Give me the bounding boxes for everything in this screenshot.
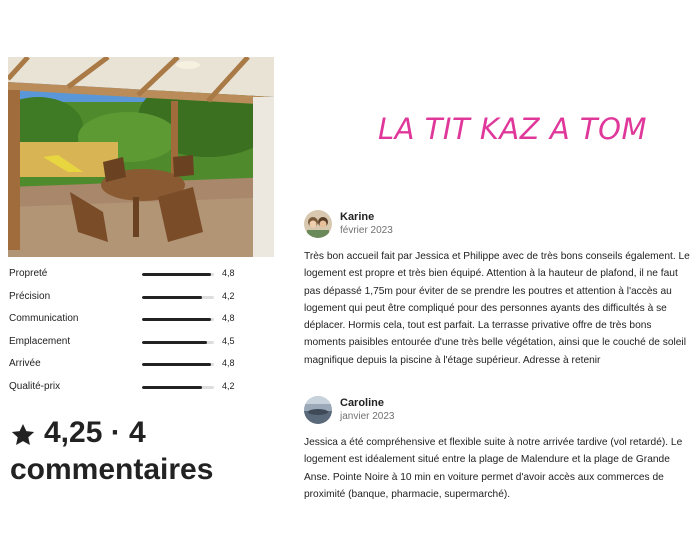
rating-row-emplacement: [9, 331, 239, 354]
reviewer-name: Caroline: [340, 397, 385, 409]
rating-bar: [142, 363, 214, 366]
review-date: janvier 2023: [340, 411, 395, 422]
review-date: février 2023: [340, 225, 393, 236]
rating-bar: [142, 386, 214, 389]
rating-label: Communication: [9, 313, 79, 325]
star-icon: [10, 420, 36, 446]
rating-bar: [142, 341, 214, 344]
rating-label: Qualité-prix: [9, 380, 61, 392]
rating-value: 4,8: [222, 358, 235, 369]
review-text: Très bon accueil fait par Jessica et Philippe avec de très bons conseils également. Le logement est propre et très bien équipé. Attention à la hauteur de plafond, il ne faut pas dépassé 1,75m pour éviter de se prendre les poutres et attention à l'accès au logement qui peut être compliqué pour des personnes ayants des difficultés à se déplacer. Hormis cela, tout est parfait. La terrasse privative offre de très bons moments paisibles entourée d'une très belle végétation, ainsi que le couché de soleil magnifique depuis la piscine à l'étage supérieur. Adresse à retenir: [304, 251, 690, 366]
review-text: Jessica a été compréhensive et flexible suite à notre arrivée tardive (vol retardé). Le logement est idéalement situé entre la plage de Malendure et la plage de Grande Anse. Pointe Noire à 10 min en voiture permet d'avoir accès aux commerces de proximité (banque, pharmacie, supermarché).: [304, 437, 683, 500]
rating-summary: [10, 414, 213, 488]
rating-row-qualite-prix: [9, 376, 239, 399]
listing-photo[interactable]: [8, 57, 274, 257]
rating-bar: [142, 273, 214, 276]
summary-count-label: commentaires: [10, 453, 214, 486]
review-card: [304, 208, 694, 369]
rating-bar: [142, 318, 214, 321]
rating-label: Précision: [9, 290, 51, 302]
rating-label: Emplacement: [9, 335, 71, 347]
rating-row-communication: [9, 308, 239, 331]
rating-label: Propreté: [9, 268, 48, 279]
listing-title: LA TIT KAZ A TOM: [378, 112, 647, 146]
summary-score: 4,25 · 4: [44, 416, 146, 449]
avatar[interactable]: [304, 396, 332, 424]
rating-row-precision: [9, 286, 239, 309]
rating-value: 4,5: [222, 335, 235, 346]
review-card: [304, 394, 694, 503]
terrace-photo-illustration: [8, 57, 274, 257]
rating-label: Arrivée: [9, 358, 41, 370]
rating-row-arrivee: [9, 353, 239, 376]
rating-value: 4,2: [222, 290, 235, 301]
rating-row-proprete: [9, 263, 239, 286]
rating-value: 4,8: [222, 313, 235, 324]
avatar[interactable]: [304, 210, 332, 238]
category-ratings: [9, 263, 239, 399]
rating-bar: [142, 296, 214, 299]
rating-value: 4,2: [222, 380, 235, 391]
reviewer-name: Karine: [340, 211, 375, 223]
rating-value: 4,8: [222, 268, 235, 278]
